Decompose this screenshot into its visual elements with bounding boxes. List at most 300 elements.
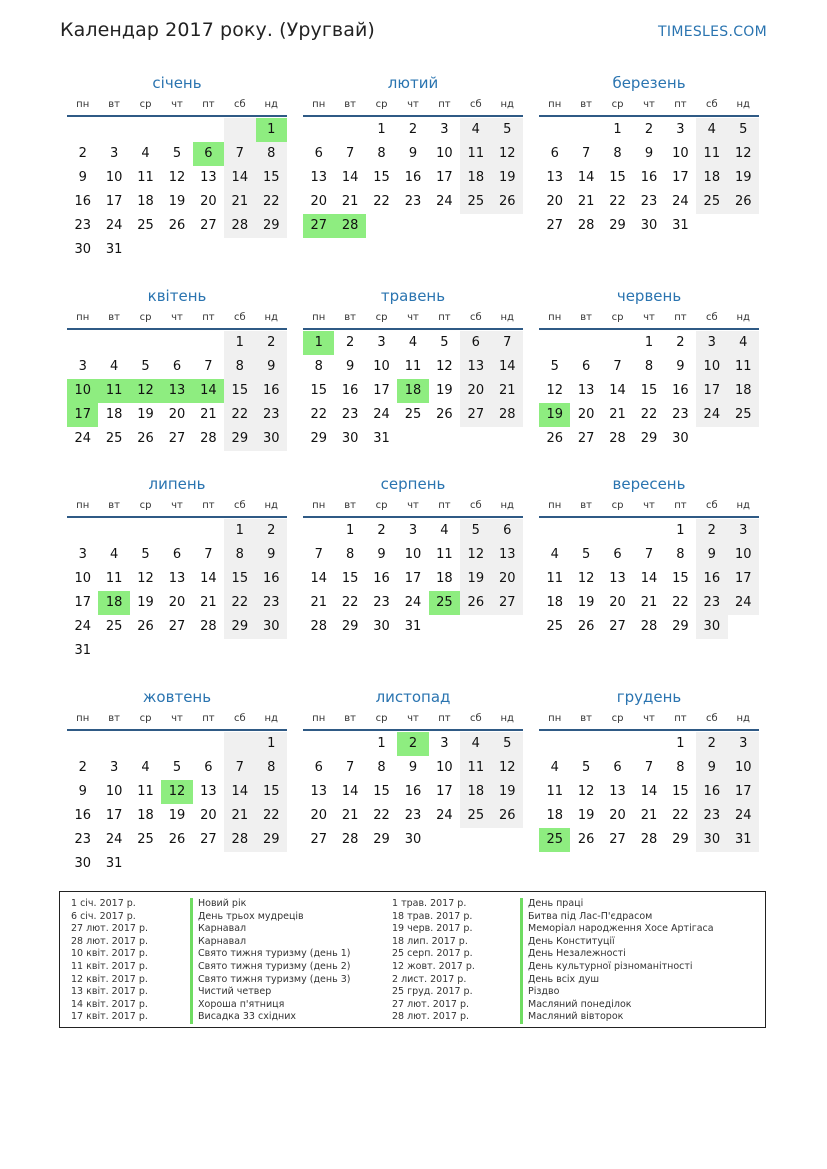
empty-day (366, 214, 397, 238)
month-name: жовтень (142, 688, 212, 706)
day-cell: 23 (256, 591, 287, 615)
empty-day (98, 118, 129, 142)
day-cell: 27 (168, 619, 186, 634)
day-cell: 24 (728, 591, 759, 615)
empty-day (161, 519, 192, 543)
legend-date: 2 лист. 2017 р. (392, 973, 467, 985)
day-cell: 18 (546, 808, 563, 823)
day-cell: 15 (310, 383, 327, 398)
day-cell: 7 (314, 547, 323, 562)
week-row (67, 639, 287, 663)
day-cell: 13 (546, 170, 563, 185)
legend-holiday-name: Свято тижня туризму (день 1) (190, 948, 350, 961)
day-cell: 1 (644, 335, 654, 350)
day-cell: 3 (440, 122, 449, 137)
day-cell: 29 (373, 832, 390, 847)
week-row (539, 331, 759, 355)
week-row (539, 142, 759, 166)
month-name: лютий (387, 74, 439, 92)
day-cell: 19 (492, 780, 523, 804)
day-cell: 11 (696, 142, 727, 166)
day-cell: 24 (74, 619, 91, 634)
month-4 (67, 284, 287, 451)
day-cell: 3 (728, 732, 759, 756)
day-cell: 20 (460, 379, 491, 403)
day-cell: 29 (256, 214, 287, 238)
day-cell: 21 (341, 808, 359, 823)
legend-date: 25 груд. 2017 р. (392, 986, 473, 998)
day-cell: 8 (377, 146, 386, 161)
day-cell: 3 (440, 736, 449, 751)
day-cell: 1 (256, 732, 287, 756)
empty-day (460, 427, 491, 451)
day-cell: 14 (224, 166, 255, 190)
month-9 (539, 472, 759, 639)
legend-holiday-name: День праці (520, 898, 714, 911)
day-cell: 5 (581, 547, 591, 562)
week-row (67, 142, 287, 166)
day-cell: 6 (193, 142, 224, 166)
weekday-label: пн (548, 99, 562, 110)
day-cell: 9 (256, 355, 287, 379)
day-cell: 23 (404, 808, 422, 823)
weekday-label: пн (312, 312, 326, 323)
weekday-header (67, 308, 287, 330)
week-row (67, 166, 287, 190)
empty-day (429, 615, 460, 639)
day-cell: 31 (105, 242, 123, 257)
empty-day (492, 828, 523, 852)
day-cell: 29 (224, 615, 255, 639)
day-cell: 9 (377, 547, 386, 562)
day-cell: 25 (460, 190, 491, 214)
month-name: квітень (147, 287, 207, 305)
day-cell: 17 (105, 808, 123, 823)
day-cell: 26 (577, 832, 595, 847)
day-cell: 12 (130, 379, 161, 403)
day-cell: 26 (577, 619, 595, 634)
day-cell: 7 (345, 146, 355, 161)
day-cell: 25 (137, 832, 154, 847)
day-cell: 19 (492, 166, 523, 190)
weekday-label: нд (736, 713, 750, 724)
holiday-legend (59, 891, 766, 1028)
empty-day (334, 118, 365, 142)
day-cell: 13 (492, 543, 523, 567)
day-cell: 11 (98, 379, 129, 403)
day-cell: 2 (377, 523, 386, 538)
day-cell: 11 (105, 571, 123, 586)
weekday-header (303, 709, 523, 731)
day-cell: 17 (67, 403, 98, 427)
weekday-label: сб (469, 99, 482, 110)
legend-holiday-name: Карнавал (190, 936, 350, 949)
day-cell: 19 (728, 166, 759, 190)
day-cell: 26 (168, 218, 186, 233)
empty-day (728, 615, 759, 639)
day-cell: 14 (200, 571, 217, 586)
day-cell: 1 (676, 523, 685, 538)
day-cell: 28 (224, 214, 255, 238)
weekday-label: ср (375, 99, 388, 110)
day-cell: 28 (640, 832, 658, 847)
legend-date: 17 квіт. 2017 р. (71, 1011, 148, 1023)
day-cell: 21 (577, 194, 595, 209)
day-cell: 27 (460, 403, 491, 427)
empty-day (397, 214, 428, 238)
day-cell: 18 (397, 379, 428, 403)
day-cell: 9 (345, 359, 355, 374)
day-cell: 22 (224, 403, 255, 427)
day-cell: 17 (436, 170, 453, 185)
day-cell: 14 (640, 571, 658, 586)
day-cell: 26 (492, 804, 523, 828)
weekday-label: нд (264, 713, 278, 724)
week-row (539, 379, 759, 403)
day-cell: 20 (609, 595, 626, 610)
day-cell: 12 (728, 142, 759, 166)
day-cell: 11 (460, 142, 491, 166)
empty-day (193, 639, 224, 663)
day-cell: 17 (696, 379, 727, 403)
day-cell: 12 (577, 784, 595, 799)
day-cell: 14 (577, 170, 595, 185)
day-cell: 30 (256, 615, 287, 639)
day-cell: 20 (200, 808, 217, 823)
legend-date: 18 трав. 2017 р. (392, 910, 473, 922)
day-cell: 26 (137, 619, 154, 634)
empty-day (130, 118, 161, 142)
empty-day (98, 732, 129, 756)
weekday-header (67, 496, 287, 518)
legend-date: 28 лют. 2017 р. (392, 1011, 469, 1023)
day-cell: 31 (404, 619, 422, 634)
month-5 (303, 284, 523, 451)
day-cell: 1 (224, 519, 255, 543)
legend-holiday-name: День Конституції (520, 936, 714, 949)
month-name: червень (616, 287, 682, 305)
day-cell: 8 (377, 760, 386, 775)
day-cell: 12 (492, 142, 523, 166)
day-cell: 24 (672, 194, 689, 209)
weekday-header (539, 496, 759, 518)
day-cell: 28 (224, 828, 255, 852)
week-row (303, 142, 523, 166)
day-cell: 9 (78, 784, 87, 799)
day-cell: 15 (373, 170, 390, 185)
empty-day (98, 519, 129, 543)
day-cell: 14 (341, 784, 359, 799)
week-row (67, 238, 287, 262)
day-cell: 23 (74, 832, 91, 847)
week-row (67, 567, 287, 591)
day-cell: 7 (345, 760, 355, 775)
weekday-label: ср (611, 99, 624, 110)
week-row (539, 214, 759, 238)
day-cell: 4 (696, 118, 727, 142)
day-cell: 15 (672, 784, 689, 799)
empty-day (570, 519, 601, 543)
legend-date: 25 серп. 2017 р. (392, 948, 473, 960)
day-cell: 30 (696, 615, 727, 639)
week-row (67, 403, 287, 427)
day-cell: 5 (728, 118, 759, 142)
day-cell: 17 (436, 784, 453, 799)
week-row (539, 756, 759, 780)
day-cell: 1 (303, 331, 334, 355)
weekday-label: пн (548, 500, 562, 511)
legend-date: 28 лют. 2017 р. (71, 935, 148, 947)
day-cell: 10 (404, 547, 422, 562)
day-cell: 2 (256, 519, 287, 543)
weekday-label: нд (500, 500, 514, 511)
month-name: липень (148, 475, 206, 493)
month-name: листопад (375, 688, 451, 706)
site-link[interactable]: TIMESLES.COM (658, 24, 767, 40)
page-title: Календар 2017 року. (Уругвай) (60, 19, 375, 41)
day-cell: 27 (609, 832, 626, 847)
day-cell: 5 (492, 732, 523, 756)
day-cell: 17 (74, 595, 91, 610)
day-cell: 11 (546, 784, 563, 799)
day-cell: 20 (200, 194, 217, 209)
month-name: серпень (380, 475, 446, 493)
empty-day (130, 732, 161, 756)
day-cell: 14 (224, 780, 255, 804)
weekday-label: ср (139, 500, 152, 511)
weekday-label: пт (438, 500, 451, 511)
week-row (67, 214, 287, 238)
legend-holiday-name: День трьох мудреців (190, 911, 350, 924)
weekday-label: пн (548, 713, 562, 724)
day-cell: 11 (137, 784, 154, 799)
weekday-label: ср (611, 500, 624, 511)
empty-day (130, 639, 161, 663)
day-cell: 24 (105, 832, 123, 847)
day-cell: 30 (672, 431, 689, 446)
day-cell: 18 (546, 595, 563, 610)
day-cell: 16 (672, 383, 689, 398)
weekday-label: вт (108, 500, 120, 511)
weekday-label: нд (736, 500, 750, 511)
day-cell: 7 (492, 331, 523, 355)
day-cell: 28 (341, 832, 359, 847)
week-row (67, 118, 287, 142)
day-cell: 25 (546, 619, 563, 634)
day-cell: 10 (436, 146, 453, 161)
day-cell: 20 (609, 808, 626, 823)
day-cell: 25 (429, 591, 460, 615)
empty-day (429, 214, 460, 238)
empty-day (728, 427, 759, 451)
empty-day (67, 519, 98, 543)
day-cell: 30 (256, 427, 287, 451)
day-cell: 7 (581, 146, 591, 161)
week-row (303, 166, 523, 190)
day-cell: 26 (137, 431, 154, 446)
weekday-header (303, 308, 523, 330)
day-cell: 15 (224, 379, 255, 403)
day-cell: 31 (373, 431, 390, 446)
day-cell: 25 (137, 218, 154, 233)
day-cell: 25 (460, 804, 491, 828)
empty-day (224, 639, 255, 663)
empty-day (539, 519, 570, 543)
weekday-label: пт (438, 713, 451, 724)
day-cell: 19 (168, 808, 186, 823)
day-cell: 16 (74, 808, 91, 823)
day-cell: 11 (436, 547, 453, 562)
day-cell: 16 (74, 194, 91, 209)
day-cell: 15 (341, 571, 359, 586)
month-name: травень (380, 287, 446, 305)
day-cell: 14 (310, 571, 327, 586)
empty-day (397, 427, 428, 451)
day-cell: 30 (373, 619, 390, 634)
day-cell: 18 (137, 808, 154, 823)
empty-day (67, 732, 98, 756)
day-cell: 18 (460, 780, 491, 804)
weekday-label: пт (674, 500, 687, 511)
day-cell: 26 (728, 190, 759, 214)
legend-dates-left (71, 898, 148, 1024)
day-cell: 11 (404, 359, 422, 374)
week-row (67, 591, 287, 615)
day-cell: 7 (204, 547, 213, 562)
day-cell: 27 (303, 214, 334, 238)
day-cell: 4 (460, 118, 491, 142)
day-cell: 25 (728, 403, 759, 427)
day-cell: 19 (137, 407, 154, 422)
weekday-label: сб (233, 312, 246, 323)
day-cell: 22 (640, 407, 658, 422)
weekday-label: чт (171, 312, 183, 323)
empty-day (256, 639, 287, 663)
weekday-header (539, 308, 759, 330)
day-cell: 21 (310, 595, 327, 610)
empty-day (633, 519, 664, 543)
day-cell: 19 (436, 383, 453, 398)
empty-day (570, 732, 601, 756)
day-cell: 28 (492, 403, 523, 427)
legend-holiday-name: День культурної різноманітності (520, 961, 714, 974)
day-cell: 16 (640, 170, 658, 185)
day-cell: 18 (137, 194, 154, 209)
week-row (539, 591, 759, 615)
weekday-label: ср (139, 312, 152, 323)
day-cell: 7 (224, 756, 255, 780)
day-cell: 16 (373, 571, 390, 586)
day-cell: 17 (672, 170, 689, 185)
day-cell: 3 (109, 146, 119, 161)
day-cell: 3 (408, 523, 418, 538)
day-cell: 9 (408, 146, 418, 161)
day-cell: 13 (310, 170, 327, 185)
day-cell: 17 (105, 194, 123, 209)
day-cell: 6 (581, 359, 591, 374)
day-cell: 13 (577, 383, 595, 398)
empty-day (224, 118, 255, 142)
day-cell: 27 (200, 218, 217, 233)
day-cell: 4 (728, 331, 759, 355)
day-cell: 2 (644, 122, 654, 137)
month-name: вересень (612, 475, 686, 493)
day-cell: 16 (696, 567, 727, 591)
day-cell: 15 (373, 784, 390, 799)
day-cell: 22 (224, 591, 255, 615)
legend-date: 6 січ. 2017 р. (71, 910, 136, 922)
empty-day (224, 238, 255, 262)
day-cell: 6 (314, 760, 323, 775)
day-cell: 30 (696, 828, 727, 852)
day-cell: 21 (609, 407, 626, 422)
day-cell: 26 (492, 190, 523, 214)
month-2 (303, 71, 523, 238)
weekday-label: чт (171, 500, 183, 511)
day-cell: 23 (640, 194, 658, 209)
day-cell: 18 (98, 591, 129, 615)
day-cell: 5 (172, 146, 182, 161)
day-cell: 2 (696, 519, 727, 543)
day-cell: 1 (613, 122, 622, 137)
day-cell: 31 (672, 218, 689, 233)
weekday-label: пт (202, 713, 215, 724)
week-row (303, 543, 523, 567)
day-cell: 28 (200, 431, 217, 446)
day-cell: 11 (728, 355, 759, 379)
day-cell: 26 (436, 407, 453, 422)
day-cell: 20 (546, 194, 563, 209)
day-cell: 11 (137, 170, 154, 185)
day-cell: 6 (613, 547, 622, 562)
day-cell: 3 (78, 547, 87, 562)
day-cell: 15 (256, 166, 287, 190)
day-cell: 23 (373, 595, 390, 610)
day-cell: 6 (204, 760, 213, 775)
day-cell: 13 (609, 784, 626, 799)
empty-day (193, 118, 224, 142)
day-cell: 30 (74, 242, 91, 257)
day-cell: 9 (644, 146, 654, 161)
day-cell: 16 (404, 170, 422, 185)
day-cell: 13 (460, 355, 491, 379)
day-cell: 21 (224, 190, 255, 214)
week-row (303, 732, 523, 756)
day-cell: 29 (640, 431, 658, 446)
day-cell: 9 (256, 543, 287, 567)
day-cell: 8 (256, 756, 287, 780)
week-row (67, 615, 287, 639)
day-cell: 7 (204, 359, 213, 374)
week-row (303, 118, 523, 142)
weekday-label: вт (108, 713, 120, 724)
weekday-label: чт (643, 99, 655, 110)
empty-day (193, 238, 224, 262)
day-cell: 30 (74, 856, 91, 871)
empty-day (130, 852, 161, 876)
day-cell: 13 (200, 784, 217, 799)
weekday-label: сб (469, 500, 482, 511)
week-row (303, 780, 523, 804)
week-row (67, 379, 287, 403)
day-cell: 27 (200, 832, 217, 847)
day-cell: 5 (172, 760, 182, 775)
day-cell: 5 (581, 760, 591, 775)
legend-holiday-name: Свято тижня туризму (день 3) (190, 974, 350, 987)
day-cell: 2 (78, 760, 87, 775)
week-row (67, 427, 287, 451)
day-cell: 27 (310, 832, 327, 847)
